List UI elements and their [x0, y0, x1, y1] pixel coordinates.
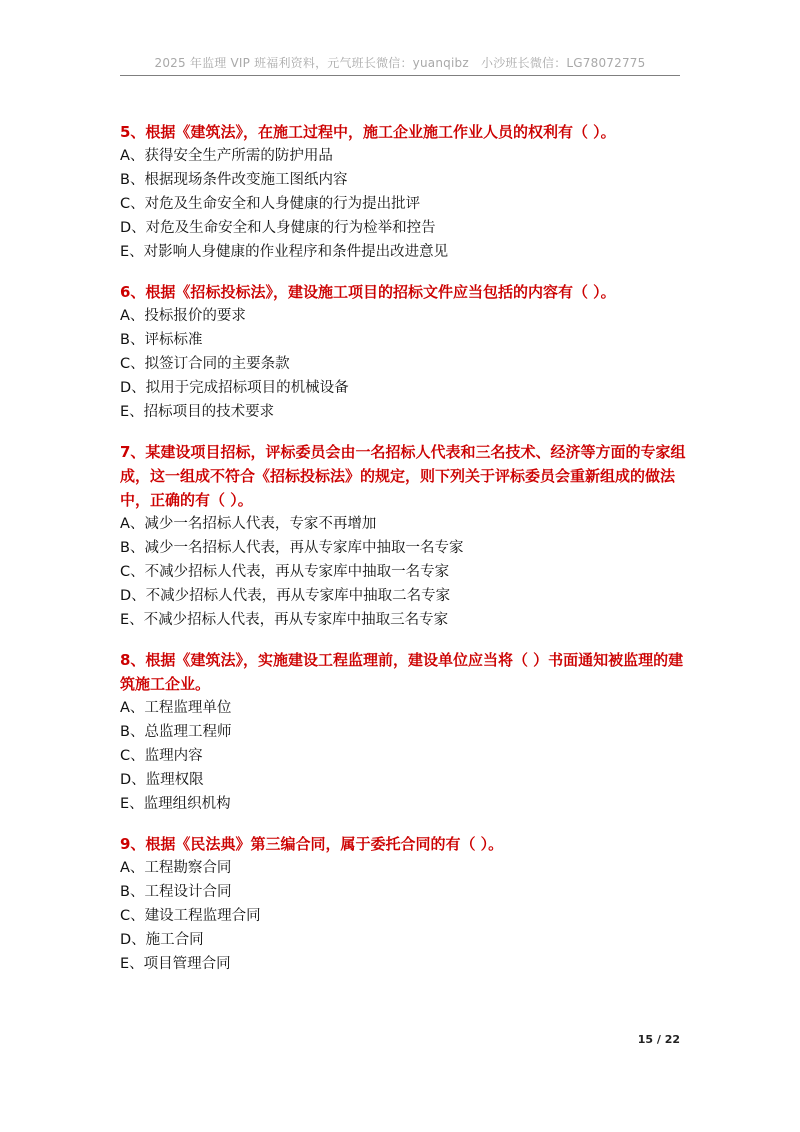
- option-a: A、投标报价的要求: [120, 308, 246, 324]
- question-6: [120, 280, 690, 424]
- question-title: 5、根据《建筑法》，在施工过程中，施工企业施工作业人员的权利有（ ）。: [120, 123, 616, 141]
- question-title: 7、某建设项目招标，评标委员会由一名招标人代表和三名技术、经济等方面的专家组成，这一组成不符合《招标投标法》的规定，则下列关于评标委员会重新组成的做法中，正确的有（ ）。: [120, 443, 686, 509]
- option-c: C、不减少招标人代表，再从专家库中抽取一名专家: [120, 564, 450, 580]
- option-b: B、评标标准: [120, 332, 203, 348]
- option-c: C、拟签订合同的主要条款: [120, 356, 290, 372]
- option-c: C、对危及生命安全和人身健康的行为提出批评: [120, 196, 421, 212]
- option-b: B、根据现场条件改变施工图纸内容: [120, 172, 348, 188]
- question-title: 6、根据《招标投标法》，建设施工项目的招标文件应当包括的内容有（ ）。: [120, 283, 616, 301]
- question-list: [120, 120, 690, 992]
- option-a: A、获得安全生产所需的防护用品: [120, 148, 333, 164]
- option-d: D、监理权限: [120, 772, 204, 788]
- option-e: E、不减少招标人代表，再从专家库中抽取三名专家: [120, 612, 449, 628]
- option-d: D、施工合同: [120, 932, 204, 948]
- page-number: 15 / 22: [637, 1033, 680, 1046]
- option-a: A、减少一名招标人代表，专家不再增加: [120, 516, 377, 532]
- header-divider: [120, 75, 680, 76]
- question-8: [120, 648, 690, 816]
- option-a: A、工程勘察合同: [120, 860, 232, 876]
- option-e: E、项目管理合同: [120, 956, 231, 972]
- question-title: 8、根据《建筑法》，实施建设工程监理前，建设单位应当将（ ）书面通知被监理的建筑施工企业。: [120, 651, 684, 693]
- option-e: E、监理组织机构: [120, 796, 231, 812]
- page-header: 2025 年监理 VIP 班福利资料，元气班长微信：yuanqibz 小沙班长微信：LG78072775: [154, 56, 646, 70]
- option-b: B、减少一名招标人代表，再从专家库中抽取一名专家: [120, 540, 464, 556]
- question-7: [120, 440, 690, 632]
- question-5: [120, 120, 690, 264]
- option-b: B、总监理工程师: [120, 724, 232, 740]
- option-d: D、对危及生命安全和人身健康的行为检举和控告: [120, 220, 436, 236]
- option-a: A、工程监理单位: [120, 700, 232, 716]
- option-b: B、工程设计合同: [120, 884, 232, 900]
- option-d: D、拟用于完成招标项目的机械设备: [120, 380, 349, 396]
- option-c: C、监理内容: [120, 748, 203, 764]
- question-9: [120, 832, 690, 976]
- option-e: E、招标项目的技术要求: [120, 404, 275, 420]
- option-e: E、对影响人身健康的作业程序和条件提出改进意见: [120, 244, 449, 260]
- question-title: 9、根据《民法典》第三编合同，属于委托合同的有（ ）。: [120, 835, 504, 853]
- option-d: D、不减少招标人代表，再从专家库中抽取二名专家: [120, 588, 451, 604]
- option-c: C、建设工程监理合同: [120, 908, 261, 924]
